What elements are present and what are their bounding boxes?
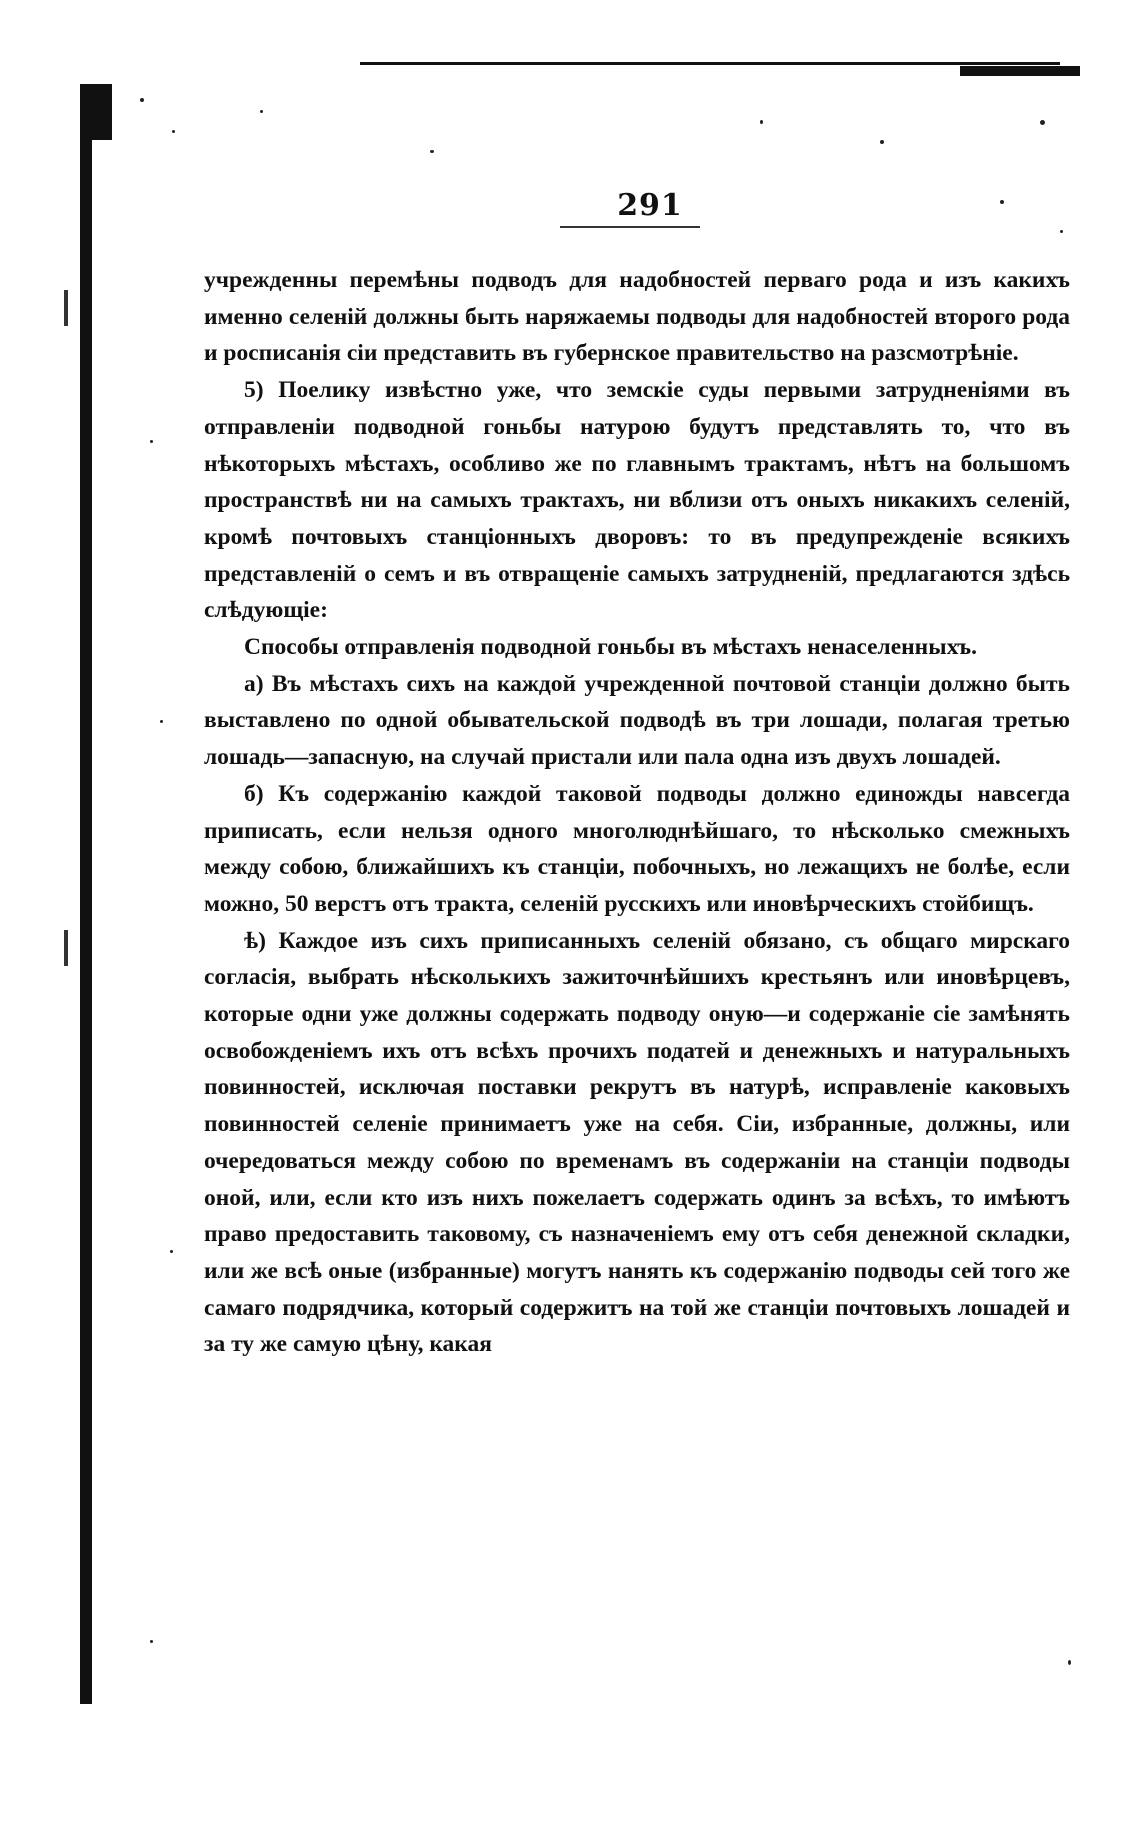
paragraph-continuation: учрежденны перемѣны подводъ для надобностей перваго рода и изъ какихъ именно селеній должны быть наряжаемы подводы для надобностей второго рода и росписанія сіи представить въ губернское правительство на разсмотрѣніе. <box>204 267 1070 367</box>
margin-mark <box>64 290 68 326</box>
scan-speck <box>172 130 175 133</box>
scan-speck <box>1040 120 1045 125</box>
scan-speck <box>160 720 163 723</box>
scan-speck <box>260 110 263 113</box>
scan-speck <box>1000 200 1004 204</box>
scan-speck <box>170 1250 173 1253</box>
paragraph-a: а) Въ мѣстахъ сихъ на каждой учрежденной почтовой станціи должно быть выставлено по одной обывательской подводѣ въ три лошади, полагая третью лошадь—запасную, на случай пристали или пала одна изъ двухъ лошадей. <box>204 670 1070 771</box>
scan-speck <box>150 1640 153 1643</box>
scan-speck <box>140 98 144 102</box>
left-margin-edge <box>80 84 92 1704</box>
paragraph-5: 5) Поелику извѣстно уже, что земскіе суды первыми затрудненіями въ отправленіи подводной гоньбы натурою будутъ представлять то, что въ нѣкоторыхъ мѣстахъ, особливо же по главнымъ трактамъ, нѣтъ на большомъ пространствѣ ни на самыхъ трактахъ, ни вблизи отъ оныхъ никакихъ селеній, кромѣ почтовыхъ станціонныхъ дворовъ: то въ предупрежденіе всякихъ представленій о семъ и въ отвращеніе самыхъ затрудненій, предлагаются здѣсь слѣдующіе: <box>204 377 1070 624</box>
scan-speck <box>150 440 153 443</box>
paragraph-b: б) Къ содержанію каждой таковой подводы должно единожды навсегда приписать, если нельзя одного многолюднѣйшаго, то нѣсколько смежныхъ между собою, ближайшихъ къ станціи, побочныхъ, но лежащихъ не болѣе, если можно, 50 верстъ отъ тракта, селеній русскихъ или иновѣрческихъ стойбищъ. <box>204 780 1070 917</box>
left-margin-edge-top <box>80 84 112 140</box>
page-number-underline <box>560 226 700 228</box>
top-border-rule-thick <box>960 66 1080 76</box>
scan-speck <box>1060 230 1063 233</box>
page-number: 291 <box>617 188 683 223</box>
scan-speck <box>760 120 763 124</box>
margin-mark <box>64 930 68 966</box>
scan-speck <box>430 150 434 153</box>
scan-speck <box>880 140 884 144</box>
paragraph-v: ѣ) Каждое изъ сихъ приписанныхъ селеній обязано, съ общаго мирскаго согласія, выбрать нѣсколькихъ зажиточнѣйшихъ крестьянъ или иновѣрцевъ, которые одни уже должны содержать подводу оную—и содержаніе сіе замѣнять освобожденіемъ ихъ отъ всѣхъ прочихъ податей и денежныхъ и натуральныхъ повинностей, исключая поставки рекрутъ въ натурѣ, исправленіе каковыхъ повинностей селеніе принимаетъ уже на себя. Сіи, избранные, должны, или очередоваться между собою по временамъ въ содержаніи на станціи подводы оной, или, если кто изъ нихъ пожелаетъ содержать одинъ за всѣхъ, то имѣютъ право предоставить таковому, съ назначеніемъ ему отъ себя денежной складки, или же всѣ оные (избранные) могутъ нанять къ содержанію подводы сей того же самаго подрядчика, который содержитъ на той же станціи почтовыхъ лошадей и за ту же самую цѣну, какая <box>204 927 1070 1358</box>
body-text <box>204 262 1070 1363</box>
top-border-rule <box>360 62 1060 65</box>
section-heading: Способы отправленія подводной гоньбы въ мѣстахъ ненаселенныхъ. <box>244 634 977 661</box>
scan-speck <box>1068 1660 1071 1665</box>
